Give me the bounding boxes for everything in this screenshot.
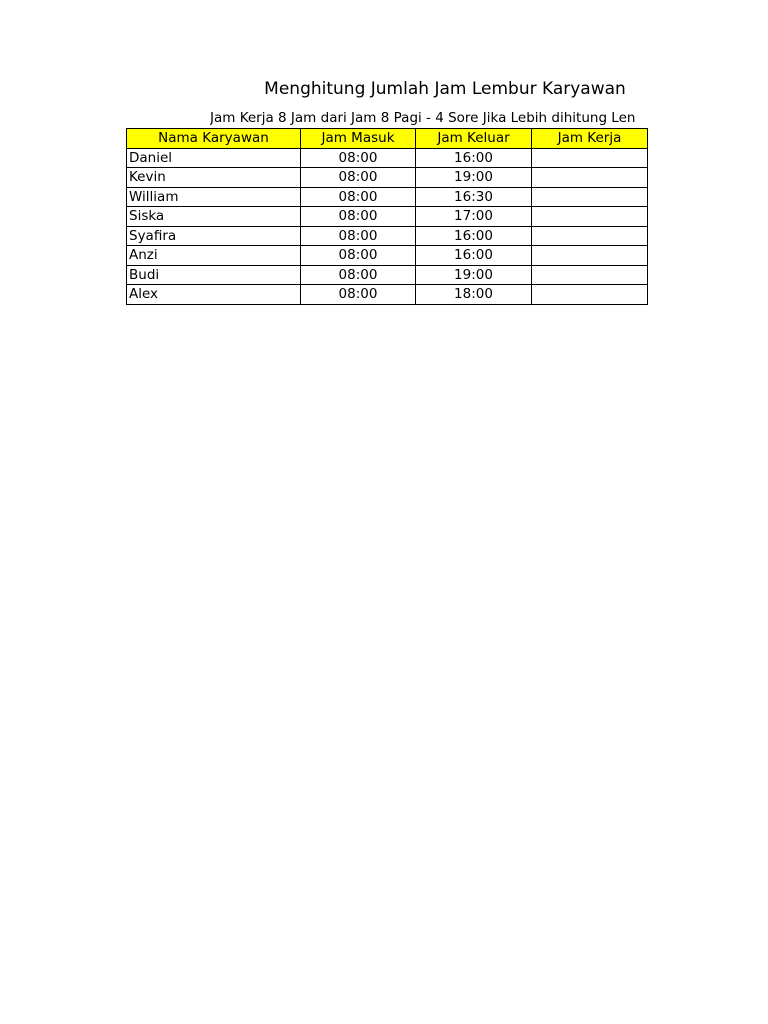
cell-jam-kerja[interactable]	[532, 246, 648, 266]
cell-jam-kerja[interactable]	[532, 207, 648, 227]
cell-jam-keluar[interactable]: 16:00	[416, 226, 532, 246]
cell-nama[interactable]: Alex	[127, 285, 301, 305]
document-subtitle: Jam Kerja 8 Jam dari Jam 8 Pagi - 4 Sore Jika Lebih dihitung Len	[210, 110, 636, 126]
table-header-row	[127, 129, 648, 149]
cell-jam-kerja[interactable]	[532, 148, 648, 168]
cell-jam-keluar[interactable]: 16:00	[416, 246, 532, 266]
table-row	[127, 168, 648, 188]
cell-jam-masuk[interactable]: 08:00	[301, 265, 416, 285]
table-row	[127, 207, 648, 227]
cell-jam-keluar[interactable]: 19:00	[416, 168, 532, 188]
table-row	[127, 265, 648, 285]
header-jam-masuk[interactable]: Jam Masuk	[301, 129, 416, 149]
cell-nama[interactable]: Syafira	[127, 226, 301, 246]
cell-jam-masuk[interactable]: 08:00	[301, 285, 416, 305]
document-title: Menghitung Jumlah Jam Lembur Karyawan	[264, 79, 626, 99]
cell-jam-kerja[interactable]	[532, 226, 648, 246]
table-row	[127, 226, 648, 246]
header-jam-kerja[interactable]: Jam Kerja	[532, 129, 648, 149]
cell-jam-kerja[interactable]	[532, 265, 648, 285]
cell-jam-masuk[interactable]: 08:00	[301, 187, 416, 207]
cell-jam-masuk[interactable]: 08:00	[301, 148, 416, 168]
header-jam-keluar[interactable]: Jam Keluar	[416, 129, 532, 149]
cell-jam-masuk[interactable]: 08:00	[301, 246, 416, 266]
table-row	[127, 246, 648, 266]
header-nama-karyawan[interactable]: Nama Karyawan	[127, 129, 301, 149]
cell-jam-masuk[interactable]: 08:00	[301, 226, 416, 246]
cell-nama[interactable]: Daniel	[127, 148, 301, 168]
table-row	[127, 148, 648, 168]
cell-jam-keluar[interactable]: 16:00	[416, 148, 532, 168]
cell-jam-kerja[interactable]	[532, 285, 648, 305]
cell-jam-keluar[interactable]: 17:00	[416, 207, 532, 227]
cell-jam-masuk[interactable]: 08:00	[301, 168, 416, 188]
cell-jam-kerja[interactable]	[532, 187, 648, 207]
cell-jam-keluar[interactable]: 16:30	[416, 187, 532, 207]
table-row	[127, 187, 648, 207]
cell-nama[interactable]: Anzi	[127, 246, 301, 266]
cell-jam-keluar[interactable]: 19:00	[416, 265, 532, 285]
cell-nama[interactable]: William	[127, 187, 301, 207]
cell-jam-kerja[interactable]	[532, 168, 648, 188]
cell-nama[interactable]: Kevin	[127, 168, 301, 188]
cell-jam-keluar[interactable]: 18:00	[416, 285, 532, 305]
cell-nama[interactable]: Siska	[127, 207, 301, 227]
cell-jam-masuk[interactable]: 08:00	[301, 207, 416, 227]
table-row	[127, 285, 648, 305]
overtime-table	[126, 128, 648, 305]
cell-nama[interactable]: Budi	[127, 265, 301, 285]
